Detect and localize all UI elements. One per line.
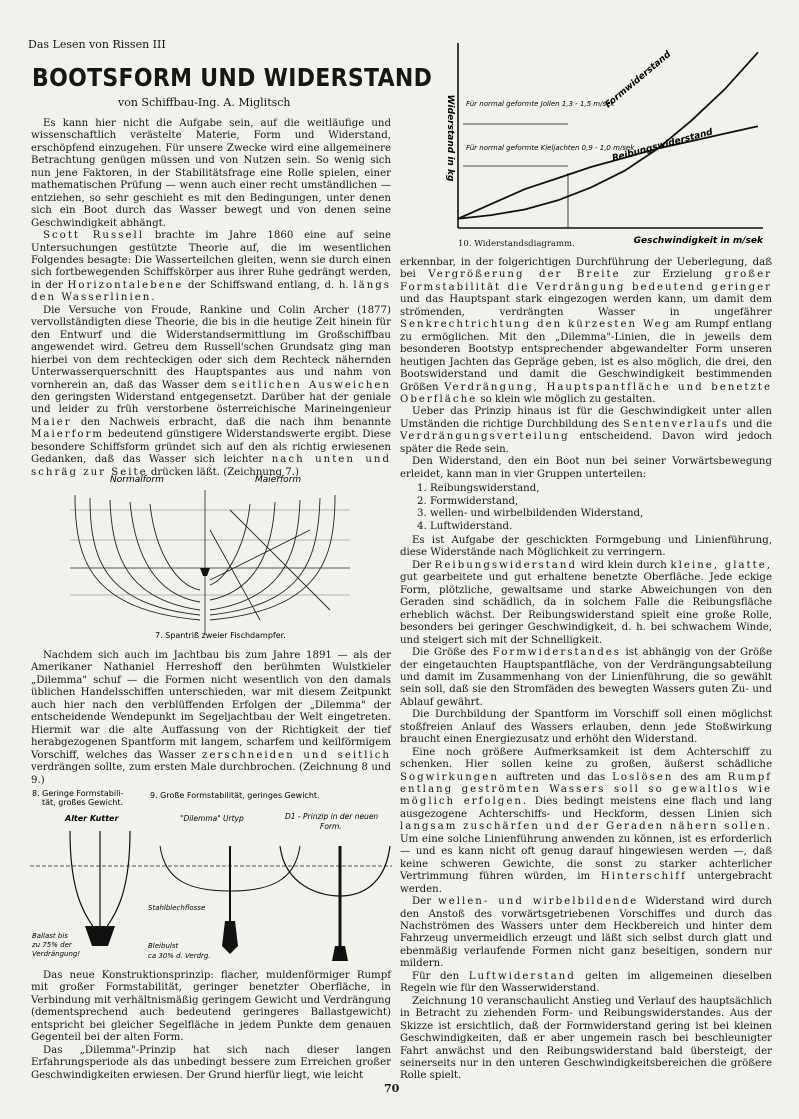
paragraph: Für den Luftwiderstand gelten im allgemeinen dieselben Regeln wie für den Wasserwiderstand. <box>400 970 772 995</box>
label-alter-kutter: Alter Kutter <box>65 814 119 823</box>
series-label-reibungswiderstand: Reibungswiderstand <box>611 127 714 164</box>
hull-comparison-drawing <box>30 786 392 968</box>
paragraph: erkennbar, in der folgerichtigen Durchführung der Ueberlegung, daß bei Vergrößerung der Breite zur Erzielung großer Formstabilität die Verdrängung bedeutend geringer und das Hauptspant stark eingezogen werden kann, um damit dem strömenden, verdrängten Wasser in ungefährer Senkrechtrichtung den kürzesten Weg am Rumpf entlang zu ermöglichen. Mit den „Dilemma"-Linien, die in jeweils dem besonderen Bootstyp entsprechender abgewandelter Form unseren heutigen Jachten das Gepräge geben, ist es also möglich, die drei, den Bootswiderstand und damit die Geschwindigkeit bestimmenden Größen Verdrängung, Hauptspantfläche und benetzte Oberfläche so klein wie möglich zu gestalten. <box>400 257 773 405</box>
paragraph: Scott Russell brachte im Jahre 1860 eine auf seine Untersuchungen gestützte Theorie auf, die im wesentlichen Folgendes besagte: Die Wasserteilchen gleiten, wenn sie durch einen sich fortbewegenden Schiffskörper aus ihrer Ruhe gedrängt werden, in der Horizontalebene der Schiffswand entlang, d. h. längs den Wasserlinien. <box>31 230 392 304</box>
label-dl-prinzip-form: Form. <box>320 822 342 831</box>
column-1-top <box>31 118 391 479</box>
paragraph: Die Versuche von Froude, Rankine und Colin Archer (1877) vervollständigten diese Theorie, die bis in die heutige Zeit hinein für den Entwurf und die Widerstandsermittlung im Großschiffbau angewendet wird. Getreu dem Russell'schen Grundsatz ging man hierbei von dem rechteckigen oder sich dem Rechteck nähernden Unterwasserquerschnitt des Hauptspantes aus und nahm von vornherein an, daß das Wasser dem seitlichen Ausweichen den geringsten Widerstand entgegensetzt. Darüber hat der geniale und leider zu früh verstorbene österreichische Marineingenieur Maier den Nachweis erbracht, daß die nach ihm benannte Maierform bedeutend günstigere Widerstandswerte ergibt. Diese besondere Schiffsform gründet sich auf den als richtig erwiesenen Gedanken, daß das Wasser sich leichter nach unten und schräg zur Seite drücken läßt. (Zeichnung 7.) <box>31 304 391 478</box>
annotation-kieljachten: Für normal geformte Kieljachten 0,9 - 1,0 m/sek <box>466 144 635 152</box>
figure-10-chart <box>428 38 768 257</box>
figure-7 <box>60 470 360 644</box>
label-dl-prinzip: D1 - Prinzip in der neuen <box>285 812 379 821</box>
list-item: 3. wellen- und wirbelbildenden Widerstand, <box>430 508 772 520</box>
list-item: 4. Luftwiderstand. <box>430 521 772 533</box>
paragraph: Nachdem sich auch im Jachtbau bis zum Jahre 1891 — als der Amerikaner Nathaniel Herreshoff den berühmten Wulstkieler „Dilemma" schuf — die Formen nicht wesentlich von den damals üblichen Handelsschiffen unterschieden, war mit diesem Zeitpunkt auch hier nach den verblüffenden Erfolgen der „Dilemma" der entscheidende Wendepunkt im Segeljachtbau der Welt eingetreten. Hiermit war die alte Auffassung von der Richtigkeit der tief herabgezogenen Spantform mit langem, scharfem und keilförmigem Vorschiff, welches das Wasser zerschneiden und seitlich verdrängen sollte, zum ersten Male durchbrochen. (Zeichnung 8 und 9.) <box>31 650 391 786</box>
running-header: Das Lesen von Rissen III <box>28 38 166 51</box>
paragraph: Den Widerstand, den ein Boot nun bei seiner Vorwärtsbewegung erleidet, kann man in vier Gruppen unterteilen: <box>400 456 772 480</box>
page-number: 70 <box>384 1082 400 1095</box>
paragraph: Das neue Konstruktionsprinzip: flacher, muldenförmiger Rumpf mit großer Formstabilität, geringer benetzter Oberfläche, in Verbindung mit verhältnismäßig geringem Gewicht und Verdrängung (dementsprechend auch bedeutend geringeres Ballastgewicht) entspricht bei gleicher Segelfläche in jedem Punkte dem genauen Gegenteil bei der alten Form. <box>31 970 391 1044</box>
label-normalform: Normalform <box>110 475 164 485</box>
figure-7-caption: 7. Spantriß zweier Fischdampfer. <box>155 631 286 640</box>
paragraph: Ueber das Prinzip hinaus ist für die Geschwindigkeit unter allen Umständen die richtige Durchbildung des Sentenverlaufs und die Verdrängungsverteilung entscheidend. Davon wird jedoch später die Rede sein. <box>400 406 772 455</box>
resistance-list <box>400 483 772 533</box>
annot-ballast-1: Ballast bis <box>32 932 68 940</box>
column-2 <box>400 257 772 1083</box>
column-1-bottom <box>31 970 391 1082</box>
article-author: von Schiffbau-Ing. A. Miglitsch <box>118 96 291 109</box>
figure-10-caption: 10. Widerstandsdiagramm. <box>458 239 575 249</box>
series-label-formwiderstand: Formwiderstand <box>603 49 674 111</box>
figure-9-caption: 9. Große Formstabilität, geringes Gewicht. <box>150 791 320 800</box>
list-item: 1. Reibungswiderstand, <box>430 483 772 495</box>
paragraph: Das „Dilemma"-Prinzip hat sich nach dieser langen Erfahrungsperiode als das unbedingt bessere zum Erreichen großer Geschwindigkeiten erwiesen. Der Grund hierfür liegt, wie leicht <box>31 1044 391 1081</box>
y-axis-label: Widerstand in kg <box>445 94 455 182</box>
figure-8-caption-line1: 8. Geringe Formstabili- <box>32 789 124 798</box>
figure-8-caption-line2: tät, großes Gewicht. <box>42 798 124 807</box>
paragraph: Es ist Aufgabe der geschickten Formgebung und Linienführung, diese Widerstände nach Möglichkeit zu verringern. <box>400 534 772 559</box>
label-maierform: Maierform <box>255 475 302 485</box>
annot-bleibulst-2: ca 30% d. Verdrg. <box>148 952 211 960</box>
series-line-reibungswiderstand <box>458 126 758 219</box>
hull-sections-drawing <box>60 470 360 640</box>
annotation-jollen: Für normal geformte Jollen 1,3 - 1,5 m/sek <box>466 100 615 108</box>
annot-stahlblechflosse: Stahlblechflosse <box>148 904 206 912</box>
annot-ballast-3: Verdrängung! <box>32 950 81 958</box>
annot-bleibulst: Bleibulst <box>148 942 179 950</box>
x-axis-label: Geschwindigkeit in m/sek <box>633 236 763 246</box>
annot-ballast-2: zu 75% der <box>32 941 72 949</box>
list-item: 2. Formwiderstand, <box>430 496 772 508</box>
paragraph: Eine noch größere Aufmerksamkeit ist dem Achterschiff zu schenken. Hier sollen keine zu großen, äußerst schädliche Sogwirkungen auftreten und das Loslösen des am Rumpf entlang geströmten Wassers soll so gewaltlos wie möglich erfolgen. Dies bedingt meistens eine flach und lang ausgezogene Achterschiffs- und Heckform, dessen Linien sich langsam zuschärfen und der Geraden nähern sollen. Um eine solche Linienführung anwenden zu können, ist es erforderlich — und es kann nicht oft genug darauf hingewiesen werden —, daß keine schweren Gewichte, die sonst zu starker achterlicher Vertrimmung führen würden, im Hinterschiff untergebracht werden. <box>400 746 772 895</box>
paragraph: Es kann hier nicht die Aufgabe sein, auf die weitläufige und wissenschaftlich verästelte Materie, Form und Widerstand, erschöpfend einzugehen. Für unsere Zwecke wird eine allgemeinere Betrachtung genügen müssen und von Nutzen sein. So wenig sich nun jene Faktoren, in der Stabilitätsfrage eine Rolle spielen, einer mathematischen Prüfung — wenn auch einer recht umständlichen — entziehen, so sehr geschieht es mit den Bedingungen, unter denen sich ein Boot durch das Wasser bewegt und von denen seine Geschwindigkeit abhängt. <box>31 118 391 229</box>
label-dilemma-urtyp: "Dilemma" Urtyp <box>180 814 244 823</box>
resistance-chart <box>428 38 768 253</box>
paragraph: Der Reibungswiderstand wird klein durch kleine, glatte, gut gearbeitete und gut erhaltene benetzte Oberfläche. Jede eckige Form, plötzliche, gewaltsame und starke Abweichungen von den Geraden sind schädlich, da in solchem Falle die Reibungsfläche erheblich wächst. Der Reibungswiderstand spielt eine große Rolle, besonders bei geringer Geschwindigkeit, d. h. bei schwachem Winde, und steigert sich mit der Schnelligkeit. <box>400 559 772 646</box>
paragraph: Die Durchbildung der Spantform im Vorschiff soll einen möglichst stoßfreien Anlauf des Wassers erlauben, denn jede Stoßwirkung braucht einen Energiezusatz und erhöht den Widerstand. <box>400 709 772 746</box>
paragraph: Zeichnung 10 veranschaulicht Anstieg und Verlauf des hauptsächlich in Betracht zu ziehenden Form- und Reibungswiderstandes. Aus der Skizze ist ersichtlich, daß der Formwiderstand gering ist bei kleinen Geschwindigkeiten, daß er aber ungemein rasch bei beschleunigter Fahrt anwächst und den Reibungswiderstand bald übersteigt, der seinerseits nur in den unteren Geschwindigkeitsbereichen die größere Rolle spielt. <box>400 995 772 1082</box>
article-title: BOOTSFORM UND WIDERSTAND <box>32 64 433 93</box>
paragraph: Der wellen- und wirbelbildende Widerstand wird durch den Anstoß des vorwärtsgetriebenen Vorschiffes und durch das Nachströmen des Wassers unter dem Heckbereich und hinter dem Fahrzeug unvermeidlich erzeugt und läßt sich selbst durch glatt und ebenmäßig verlaufende Formen nicht ganz beseitigen, sondern nur mildern. <box>400 896 772 970</box>
paragraph: Die Größe des Formwiderstandes ist abhängig von der Größe der eingetauchten Hauptspantfläche, von der Verdrängungsabteilung und damit im Zusammenhang von der Linienführung, die so gewählt sein soll, daß sie den Stromfäden des bewegten Wassers guten Zu- und Ablauf gewährt. <box>400 647 772 708</box>
figures-8-9 <box>30 786 392 972</box>
column-1-middle <box>31 650 391 787</box>
